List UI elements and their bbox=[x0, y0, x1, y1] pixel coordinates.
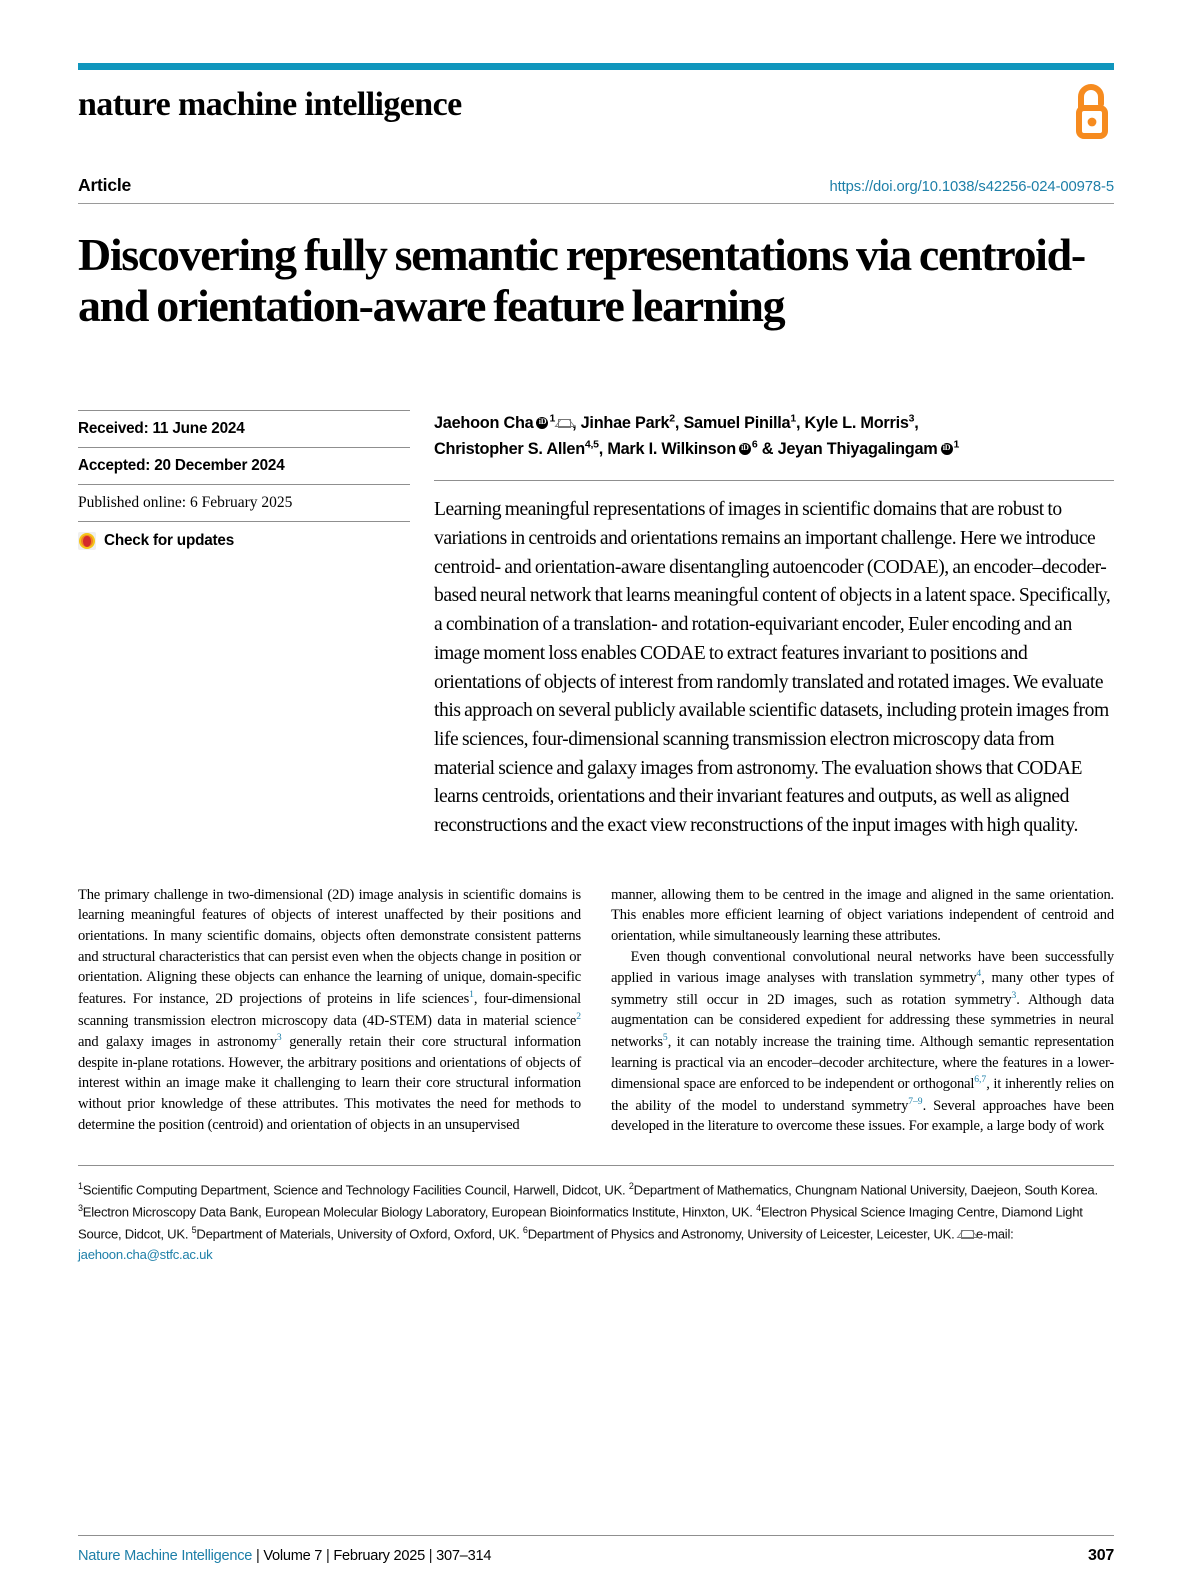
footer-separator: | bbox=[425, 1548, 437, 1564]
check-for-updates-label: Check for updates bbox=[104, 531, 235, 549]
author-affil-marker: 1 bbox=[953, 438, 960, 451]
citation-ref[interactable]: 6,7 bbox=[974, 1074, 987, 1086]
footer-citation bbox=[78, 1548, 491, 1564]
author-sep: , bbox=[914, 413, 919, 432]
body-text: generally retain their core structural information despite in-plane rotations. However, the arbitrary positions and orientations of objects of interest within an image make it challenging to learn their core structural information without prior knowledge of these attributes. This motivates the need for methods to determine the position (centroid) and orientation of objects in an unsupervised bbox=[78, 1033, 581, 1133]
body-text: . Although data augmentation can be considered expedient for addressing these symmetries in neural networks bbox=[611, 991, 1115, 1050]
citation-ref[interactable]: 7–9 bbox=[908, 1095, 923, 1107]
orcid-icon[interactable] bbox=[536, 417, 548, 429]
email-link[interactable]: jaehoon.cha@stfc.ac.uk bbox=[78, 1247, 213, 1263]
meta-abstract-grid bbox=[78, 410, 1114, 841]
body-text: The primary challenge in two-dimensional (2D) image analysis in scientific domains is learning meaningful features of objects of interest unaffected by their positions and orientations. In many scientific domains, objects often demonstrate consistent patterns and structural characteristics that can persist even when the objects change in position or orientation. Aligning these objects can enhance the learning of unique, domain-specific features. For instance, 2D projections of proteins in life sciences bbox=[78, 886, 581, 1007]
author-affil-marker: 1 bbox=[790, 412, 796, 425]
open-access-lock-icon bbox=[1068, 84, 1114, 140]
page-footer bbox=[78, 1535, 1114, 1565]
article-type-label: Article bbox=[78, 175, 132, 196]
paragraph bbox=[78, 885, 581, 1135]
affil-text: Department of Physics and Astronomy, University of Leicester, Leicester, UK. bbox=[527, 1225, 958, 1241]
citation-ref[interactable]: 5 bbox=[662, 1032, 668, 1044]
author-name[interactable]: , Samuel Pinilla bbox=[674, 413, 791, 432]
body-text: . Several approaches have been developed in the literature to overcome these issues. For example, a large body of work bbox=[611, 1097, 1114, 1135]
affiliations-block bbox=[78, 1165, 1114, 1266]
affil-text: Department of Materials, University of Oxford, Oxford, UK. bbox=[196, 1225, 523, 1241]
affil-marker: 5 bbox=[191, 1224, 197, 1235]
author-name[interactable]: Jaehoon Cha bbox=[434, 413, 534, 432]
body-column-left bbox=[78, 885, 581, 1137]
envelope-icon[interactable] bbox=[558, 419, 571, 428]
body-text: , it can notably increase the training time. Although semantic representation learning is practical via an encoder–decoder architecture, where the features in a lower-dimensional space are enforced to be independent or orthogonal bbox=[611, 1033, 1114, 1093]
citation-ref[interactable]: 1 bbox=[469, 989, 474, 1001]
author-name[interactable]: Christopher S. Allen bbox=[434, 439, 585, 458]
citation-ref[interactable]: 3 bbox=[1011, 989, 1017, 1001]
check-for-updates-button[interactable] bbox=[78, 521, 410, 559]
author-name[interactable]: , Mark I. Wilkinson bbox=[598, 439, 736, 458]
abstract-text: Learning meaningful representations of images in scientific domains that are robust to variations in centroids and orientations remains an important challenge. Here we introduce centroid- and orientation-aware disentangling autoencoder (CODAE), an encoder–decoder-based neural network that learns meaningful content of objects in a latent space. Specifically, a combination of a translation- and rotation-equivariant encoder, Euler encoding and an image moment loss enables CODAE to extract features invariant to positions and orientations of objects of interest from randomly translated and rotated images. We evaluate this approach on several publicly available scientific datasets, including protein images from life sciences, four-dimensional scanning transmission electron microscopy data from material science and galaxy images from astronomy. The evaluation shows that CODAE learns centroids, orientations and their invariant features and outputs, as well as aligned reconstructions and the exact view reconstructions of the input images with high quality. bbox=[434, 480, 1114, 840]
author-affil-marker: 6 bbox=[751, 438, 758, 451]
author-list bbox=[434, 410, 1114, 481]
author-affil-marker: 1 bbox=[549, 412, 556, 425]
page-number: 307 bbox=[1088, 1547, 1114, 1564]
authors-abstract-panel bbox=[434, 410, 1114, 841]
body-text: , four-dimensional scanning transmission electron microscopy data (4D-STEM) data in material science bbox=[78, 990, 581, 1029]
affil-marker: 1 bbox=[78, 1180, 83, 1191]
footer-separator: | bbox=[252, 1548, 264, 1564]
body-text: Even though conventional convolutional neural networks have been successfully applied in various image analyses with translation symmetry bbox=[611, 948, 1114, 987]
journal-title: nature machine intelligence bbox=[78, 86, 462, 123]
affil-text: Scientific Computing Department, Science and Technology Facilities Council, Harwell, Didcot, UK. bbox=[82, 1182, 629, 1198]
orcid-icon[interactable] bbox=[941, 443, 953, 455]
paragraph bbox=[611, 885, 1114, 947]
citation-ref[interactable]: 4 bbox=[976, 968, 982, 980]
email-label: e-mail: bbox=[975, 1225, 1014, 1241]
body-columns bbox=[78, 885, 1114, 1137]
author-affil-marker: 4,5 bbox=[584, 438, 599, 451]
body-text: , it inherently relies on the ability of the model to understand symmetry bbox=[611, 1076, 1115, 1114]
body-text: manner, allowing them to be centred in the image and aligned in the same orientation. This enables more efficient learning of object variations independent of centroid and orientation, while simultaneously learning these attributes. bbox=[611, 886, 1114, 945]
citation-ref[interactable]: 3 bbox=[276, 1032, 282, 1044]
author-name[interactable]: , Jinhae Park bbox=[572, 413, 670, 432]
affil-text: Department of Mathematics, Chungnam National University, Daejeon, South Korea. bbox=[633, 1182, 1098, 1198]
received-date: Received: 11 June 2024 bbox=[78, 410, 410, 447]
masthead-rule bbox=[78, 63, 1114, 70]
author-name[interactable]: & Jeyan Thiyagalingam bbox=[761, 439, 938, 458]
paragraph bbox=[611, 947, 1114, 1137]
affil-text: Electron Physical Science Imaging Centre, Diamond Light Source, Didcot, UK. bbox=[78, 1204, 1083, 1241]
footer-volume: Volume 7 bbox=[263, 1548, 323, 1564]
publication-dates-panel bbox=[78, 410, 410, 841]
footer-date: February 2025 bbox=[333, 1548, 425, 1564]
footer-journal-name[interactable]: Nature Machine Intelligence bbox=[78, 1548, 253, 1564]
article-page bbox=[78, 0, 1114, 1593]
body-column-right bbox=[611, 885, 1114, 1137]
affil-marker: 3 bbox=[78, 1202, 83, 1213]
body-text: and galaxy images in astronomy bbox=[78, 1033, 277, 1050]
envelope-icon bbox=[961, 1230, 974, 1239]
body-text: , many other types of symmetry still occur in 2D images, such as rotation symmetry bbox=[611, 970, 1114, 1008]
published-date: Published online: 6 February 2025 bbox=[78, 484, 410, 521]
doi-link[interactable]: https://doi.org/10.1038/s42256-024-00978-5 bbox=[829, 179, 1114, 196]
article-header-row bbox=[78, 175, 1114, 204]
footer-separator: | bbox=[322, 1548, 334, 1564]
footer-pages: 307–314 bbox=[436, 1548, 492, 1564]
citation-ref[interactable]: 2 bbox=[576, 1010, 581, 1022]
accepted-date: Accepted: 20 December 2024 bbox=[78, 447, 410, 484]
affil-marker: 2 bbox=[628, 1180, 634, 1191]
author-affil-marker: 3 bbox=[908, 412, 915, 425]
affil-text: Electron Microscopy Data Bank, European Molecular Biology Laboratory, European Bioinformatics Institute, Hinxton, UK. bbox=[82, 1204, 757, 1220]
affil-marker: 6 bbox=[522, 1224, 528, 1235]
affil-marker: 4 bbox=[756, 1202, 761, 1213]
page-title: Discovering fully semantic representations via centroid- and orientation-aware feature learning bbox=[78, 229, 1085, 331]
crossmark-icon bbox=[78, 532, 96, 550]
orcid-icon[interactable] bbox=[739, 443, 751, 455]
author-affil-marker: 2 bbox=[669, 412, 675, 425]
author-name[interactable]: , Kyle L. Morris bbox=[795, 413, 909, 432]
